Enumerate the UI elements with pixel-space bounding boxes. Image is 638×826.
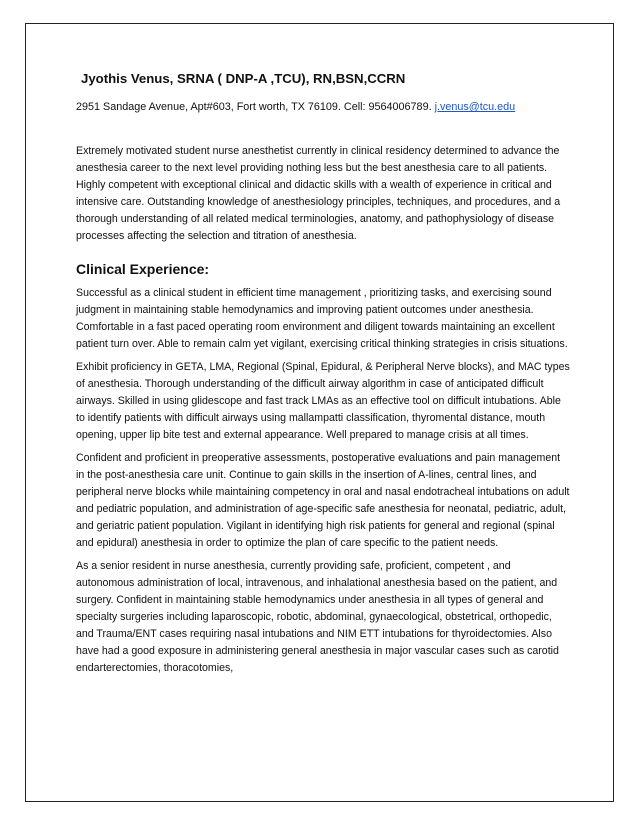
clinical-paragraph: Exhibit proficiency in GETA, LMA, Regional (Spinal, Epidural, & Peripheral Nerve blocks), and MAC types of anesthesia. Thorough understanding of the difficult airway algorithm in case of anticipated difficult airways. Skilled in using glidescope and fast track LMAs as an effective tool on difficult intubations. Able to identify patients with difficult airways using mallampatti classification, thyromental distance, mouth opening, upper lip bite test and external appearance. Well prepared to manage crisis at all times. xyxy=(76,361,570,441)
clinical-paragraph: Confident and proficient in preoperative assessments, postoperative evaluations and pain management in the post-anesthesia care unit. Continue to gain skills in the insertion of A-lines, central lines, and peripheral nerve blocks while maintaining competency in oral and nasal endotracheal intubations on adult and pediatric population, and administration of age-specific safe anesthesia for neonatal, pediatric, adult, and geriatric patient population. Vigilant in identifying high risk patients for general and regional (spinal and epidural) anesthesia in order to optimize the plan of care specific to the patient needs. xyxy=(76,452,570,549)
contact-address: 2951 Sandage Avenue, Apt#603, Fort worth, TX 76109. Cell: 9564006789. xyxy=(76,101,432,113)
email-link[interactable]: j.venus@tcu.edu xyxy=(434,101,516,113)
clinical-paragraph: As a senior resident in nurse anesthesia, currently providing safe, proficient, competent , and autonomous administration of local, intravenous, and inhalational anesthesia based on the patient, and surgery. Confident in maintaining stable hemodynamics under anesthesia in all types of general and specialty surgeries including laparoscopic, robotic, abdominal, gynaecological, obstetrical, orthopedic, and Trauma/ENT cases requiring nasal intubations and NIM ETT intubations for thyroidectomies. Also have had a good exposure in administering general anesthesia in major vascular cases such as carotid endarterectomies, thoracotomies, xyxy=(76,560,559,674)
resume-page xyxy=(76,70,570,677)
contact-line xyxy=(76,100,570,114)
clinical-paragraph: Successful as a clinical student in efficient time management , prioritizing tasks, and exercising sound judgment in maintaining stable hemodynamics and improving patient outcomes under anesthesia. Comfortable in a fast paced operating room environment and diligent towards maintaining an excellent patient turn over. Able to remain calm yet vigilant, exercising critical thinking strategies in crisis situations. xyxy=(76,287,568,350)
candidate-name: Jyothis Venus, SRNA ( DNP-A ,TCU), RN,BSN,CCRN xyxy=(81,71,406,86)
section-title-clinical-experience: Clinical Experience: xyxy=(76,261,210,277)
profile-summary: Extremely motivated student nurse anesthetist currently in clinical residency determined to advance the anesthesia career to the next level providing nothing less but the best anesthesia care to all patients. Highly competent with exceptional clinical and didactic skills with a wealth of experience in critical and intensive care. Outstanding knowledge of anesthesiology principles, techniques, and procedures, and a thorough understanding of all related medical terminologies, anatomy, and pathophysiology of disease processes affecting the selection and titration of anesthesia. xyxy=(76,145,561,242)
